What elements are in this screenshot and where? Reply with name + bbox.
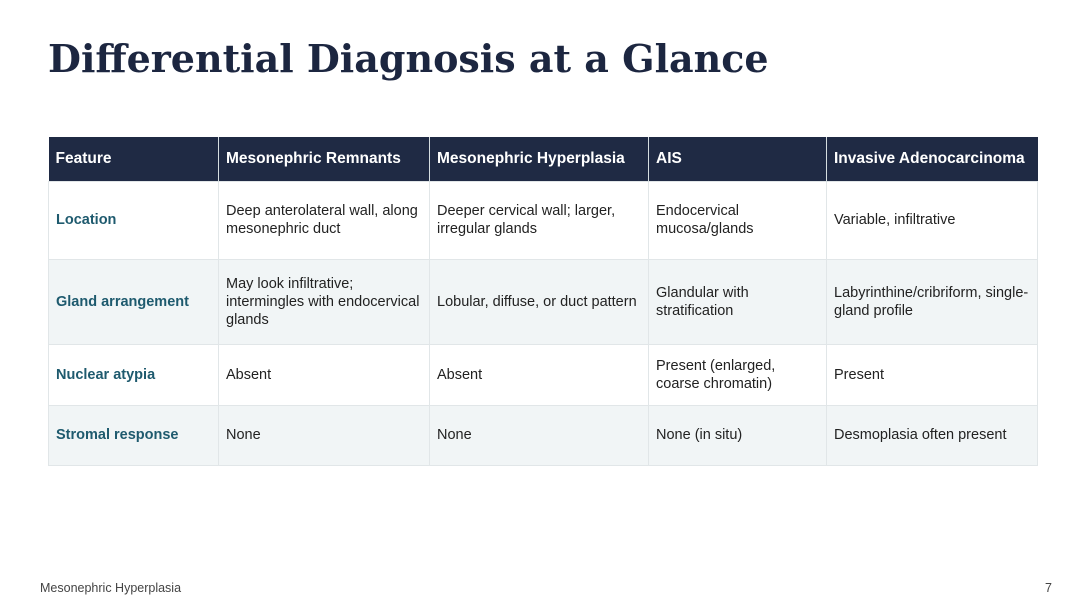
table-row bbox=[49, 344, 1038, 405]
table-cell: Labyrinthine/cribriform, single-gland profile bbox=[827, 259, 1038, 344]
table-header-row bbox=[49, 137, 1038, 181]
table-cell: None (in situ) bbox=[649, 405, 827, 465]
table-cell: Variable, infiltrative bbox=[827, 181, 1038, 259]
header-ais: AIS bbox=[649, 137, 827, 181]
table-row bbox=[49, 405, 1038, 465]
row-label-gland-arrangement: Gland arrangement bbox=[49, 259, 219, 344]
table-cell: Lobular, diffuse, or duct pattern bbox=[430, 259, 649, 344]
header-mesonephric-remnants: Mesonephric Remnants bbox=[219, 137, 430, 181]
table-cell: Present (enlarged, coarse chromatin) bbox=[649, 344, 827, 405]
table-row bbox=[49, 259, 1038, 344]
table-cell: Absent bbox=[219, 344, 430, 405]
page-number: 7 bbox=[1045, 581, 1052, 595]
table-cell: Endocervical mucosa/glands bbox=[649, 181, 827, 259]
header-invasive-adenocarcinoma: Invasive Adenocarcinoma bbox=[827, 137, 1038, 181]
header-mesonephric-hyperplasia: Mesonephric Hyperplasia bbox=[430, 137, 649, 181]
differential-table bbox=[48, 137, 1037, 466]
table-cell: May look infiltrative; intermingles with endocervical glands bbox=[219, 259, 430, 344]
table-cell: Absent bbox=[430, 344, 649, 405]
row-label-nuclear-atypia: Nuclear atypia bbox=[49, 344, 219, 405]
table-cell: Present bbox=[827, 344, 1038, 405]
table-cell: Deep anterolateral wall, along mesonephric duct bbox=[219, 181, 430, 259]
table-cell: Desmoplasia often present bbox=[827, 405, 1038, 465]
table-row bbox=[49, 181, 1038, 259]
table-cell: Deeper cervical wall; larger, irregular glands bbox=[430, 181, 649, 259]
table-cell: None bbox=[430, 405, 649, 465]
table-cell: None bbox=[219, 405, 430, 465]
table-cell: Glandular with stratification bbox=[649, 259, 827, 344]
row-label-stromal-response: Stromal response bbox=[49, 405, 219, 465]
header-feature: Feature bbox=[49, 137, 219, 181]
row-label-location: Location bbox=[49, 181, 219, 259]
slide-title: Differential Diagnosis at a Glance bbox=[48, 36, 769, 81]
footer-label: Mesonephric Hyperplasia bbox=[40, 581, 182, 595]
